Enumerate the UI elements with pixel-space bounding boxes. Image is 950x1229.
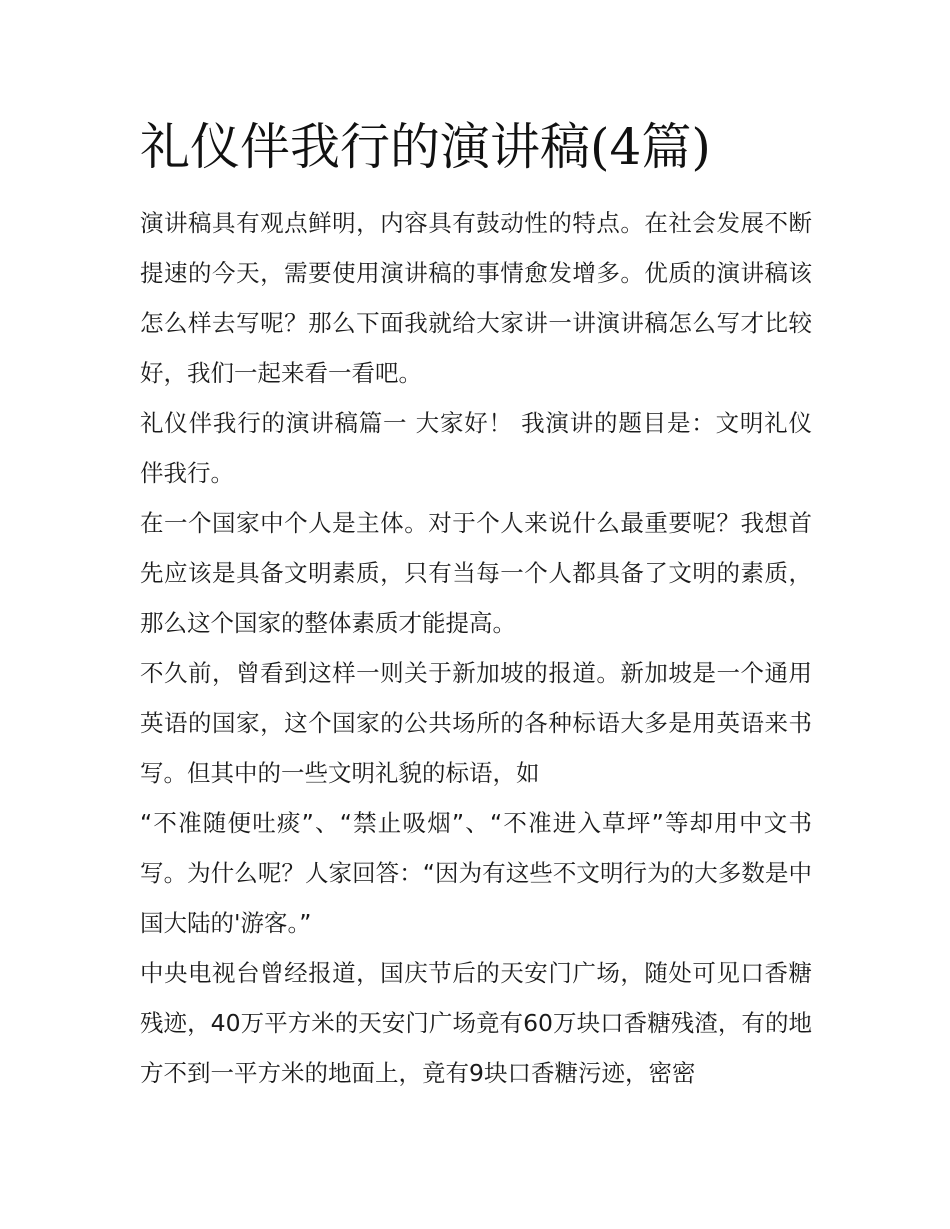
paragraph-individual-quality: 在一个国家中个人是主体。对于个人来说什么最重要呢？我想首先应该是具备文明素质，只有当每一个人都具备了文明的素质，那么这个国家的整体素质才能提高。 xyxy=(140,509,812,637)
paragraph-speech-opening: 礼仪伴我行的演讲稿篇一 大家好！ 我演讲的题目是：文明礼仪伴我行。 xyxy=(140,409,812,487)
paragraph-intro: 演讲稿具有观点鲜明，内容具有鼓动性的特点。在社会发展不断提速的今天，需要使用演讲稿的事情愈发增多。优质的演讲稿该怎么样去写呢？那么下面我就给大家讲一讲演讲稿怎么写才比较好，我们一起来看一看吧。 xyxy=(140,209,812,387)
paragraph-singapore-report: 不久前，曾看到这样一则关于新加坡的报道。新加坡是一个通用英语的国家，这个国家的公共场所的各种标语大多是用英语来书写。但其中的一些文明礼貌的标语，如 xyxy=(140,659,812,787)
paragraph-signs-quote: “不准随便吐痰”、“禁止吸烟”、“不准进入草坪”等却用中文书写。为什么呢？人家回答：“因为有这些不文明行为的大多数是中国大陆的'游客。” xyxy=(140,809,812,937)
document-title: 礼仪伴我行的演讲稿(4篇) xyxy=(140,118,711,176)
document-body xyxy=(140,198,812,1098)
paragraph-cctv-report: 中央电视台曾经报道，国庆节后的天安门广场，随处可见口香糖残迹，40万平方米的天安门广场竟有60万块口香糖残渣，有的地方不到一平方米的地面上，竟有9块口香糖污迹，密密 xyxy=(140,959,812,1087)
